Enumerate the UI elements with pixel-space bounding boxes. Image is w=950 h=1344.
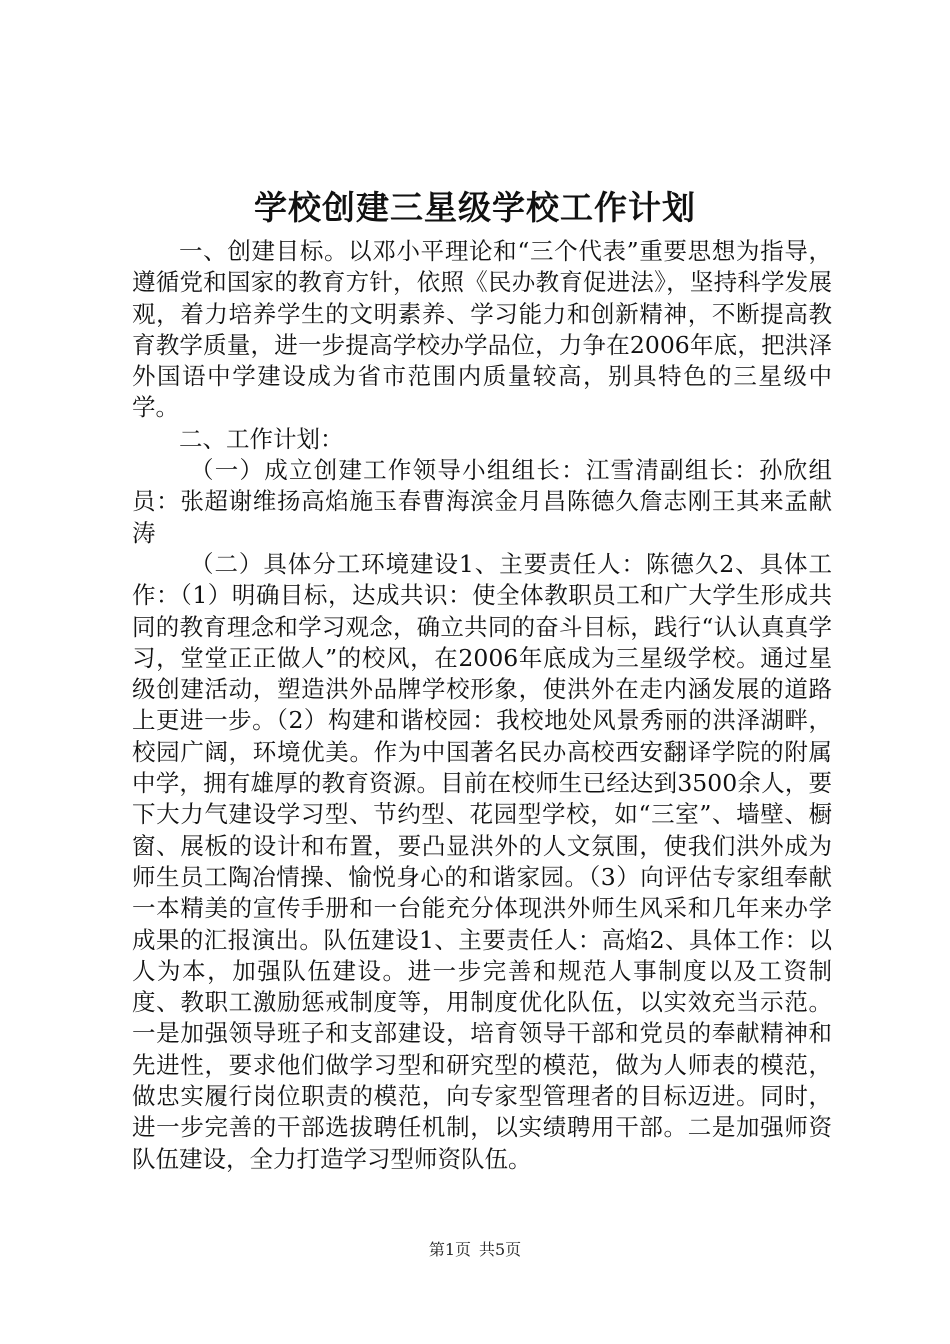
paragraph-leadership-group: （一）成立创建工作领导小组组长：江雪清副组长：孙欣组员：张超谢维扬高焰施玉春曹海滨金月昌陈德久詹志刚王其来孟献涛 <box>132 456 832 547</box>
page-number: 第1页 <box>428 1240 471 1259</box>
paragraph-goal: 一、创建目标。以邓小平理论和“三个代表”重要思想为指导，遵循党和国家的教育方针，依照《民办教育促进法》，坚持科学发展观，着力培养学生的文明素养、学习能力和创新精神，不断提高教育教学质量，进一步提高学校办学品位，力争在2006年底，把洪泽外国语中学建设成为省市范围内质量较高，别具特色的三星级中学。 <box>132 237 832 422</box>
paragraph-division-of-work: （二）具体分工环境建设1、主要责任人：陈德久2、具体工作：（1）明确目标，达成共识：使全体教职员工和广大学生形成共同的教育理念和学习观念，确立共同的奋斗目标，践行“认认真真学习，堂堂正正做人”的校风，在2006年底成为三星级学校。通过星级创建活动，塑造洪外品牌学校形象，使洪外在走内涵发展的道路上更进一步。（2）构建和谐校园：我校地处风景秀丽的洪泽湖畔，校园广阔，环境优美。作为中国著名民办高校西安翻译学院的附属中学，拥有雄厚的教育资源。目前在校师生已经达到3500余人，要下大力气建设学习型、节约型、花园型学校，如“三室”、墙壁、橱窗、展板的设计和布置，要凸显洪外的人文氛围，使我们洪外成为师生员工陶冶情操、愉悦身心的和谐家园。（3）向评估专家组奉献一本精美的宣传手册和一台能充分体现洪外师生风采和几年来办学成果的汇报演出。队伍建设1、主要责任人：高焰2、具体工作：以人为本，加强队伍建设。进一步完善和规范人事制度以及工资制度、教职工激励惩戒制度等，用制度优化队伍，以实效充当示范。一是加强领导班子和支部建设，培育领导干部和党员的奉献精神和先进性，要求他们做学习型和研究型的模范，做为人师表的模范，做忠实履行岗位职责的模范，向专家型管理者的目标迈进。同时，进一步完善的干部选拔聘任机制，以实绩聘用干部。二是加强师资队伍建设，全力打造学习型师资队伍。 <box>132 549 832 1173</box>
document-body <box>132 236 832 1175</box>
document-title: 学校创建三星级学校工作计划 <box>254 188 696 227</box>
paragraph-plan-heading: 二、工作计划： <box>179 424 344 453</box>
page-footer <box>0 1240 950 1260</box>
page-total: 共5页 <box>479 1240 522 1259</box>
